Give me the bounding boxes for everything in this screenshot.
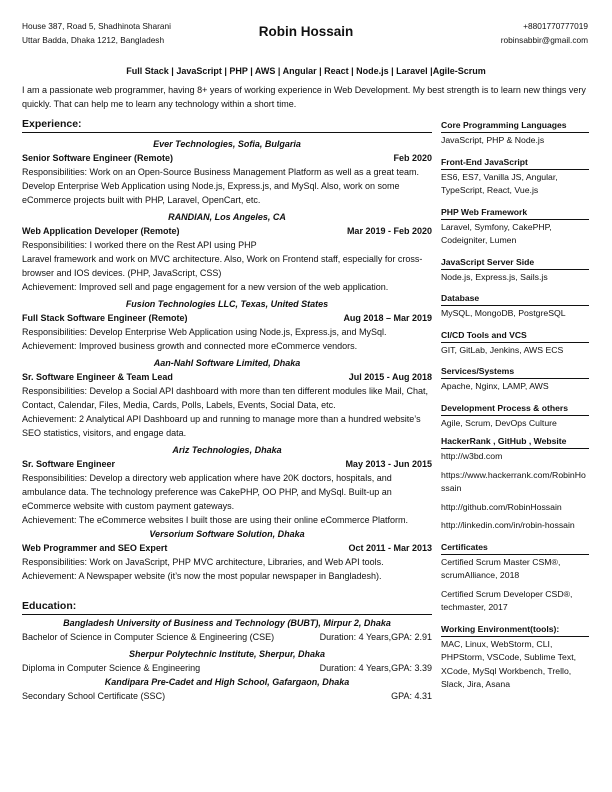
sidebar-heading: Development Process & others (441, 402, 589, 416)
sidebar-heading: Database (441, 292, 589, 306)
job-description: Responsibilities: Develop Enterprise Web Application using Node.js, Express.js, and MySql. (22, 327, 387, 337)
degree: Diploma in Computer Science & Engineering (22, 663, 201, 673)
website-link[interactable]: http://w3bd.com (441, 451, 503, 461)
address-line: Uttar Badda, Dhaka 1212, Bangladesh (22, 35, 165, 45)
company: Fusion Technologies LLC, Texas, United States (125, 299, 329, 309)
sidebar-text: GIT, GitLab, Jenkins, AWS ECS (441, 344, 564, 355)
job-title: Sr. Software Engineer & Team Lead (22, 372, 173, 382)
company: Ariz Technologies, Dhaka (172, 445, 282, 455)
education-result: GPA: 4.31 (391, 691, 432, 701)
degree: Bachelor of Science in Computer Science & Engineering (CSE) (22, 632, 275, 642)
sidebar-heading: JavaScript Server Side (441, 256, 589, 270)
sidebar (441, 119, 589, 692)
hackerrank-link[interactable]: https://www.hackerrank.com/RobinHossain (441, 469, 586, 493)
sidebar-heading: HackerRank , GitHub , Website (441, 435, 589, 449)
sidebar-text: ES6, ES7, Vanilla JS, Angular, TypeScript, React, Vue.js (441, 171, 558, 195)
job-entry (22, 356, 432, 440)
company: Aan-Nahl Software Limited, Dhaka (153, 358, 301, 368)
job-dates: May 2013 - Jun 2015 (345, 459, 432, 469)
education-result: Duration: 4 Years,GPA: 2.91 (319, 632, 432, 642)
sidebar-heading: PHP Web Framework (441, 206, 589, 220)
sidebar-text: MySQL, MongoDB, PostgreSQL (441, 308, 566, 318)
school: Bangladesh University of Business and Technology (BUBT), Mirpur 2, Dhaka (63, 618, 391, 628)
job-description: Responsibilities: Develop a Social API dashboard with more than ten different modules like Mail, Chat, Contact, Calendar, Files, Media, Cards, Polls, Labels, Events, Social Data, etc. (22, 386, 429, 410)
job-entry (22, 443, 432, 527)
job-title: Web Application Developer (Remote) (22, 226, 180, 236)
company: Versorium Software Solution, Dhaka (149, 529, 305, 539)
sidebar-text: MAC, Linux, WebStorm, CLI, PHPStorm, VSCode, Sublime Text, XCode, MySql Workbench, Trello, Slack, Jira, Asana (441, 638, 577, 689)
sidebar-text: Apache, Nginx, LAMP, AWS (441, 381, 549, 391)
sidebar-heading: Certificates (441, 541, 589, 555)
job-entry (22, 527, 432, 583)
skills-line: Full Stack | JavaScript | PHP | AWS | Angular | React | Node.js | Laravel |Agile-Scrum (126, 66, 486, 76)
experience-section (22, 117, 432, 583)
job-dates: Aug 2018 – Mar 2019 (343, 313, 432, 323)
job-dates: Jul 2015 - Aug 2018 (348, 372, 432, 382)
job-description: Responsibilities: Develop a directory web application where have 20K doctors, hospitals, and ambulance data. The technology preference was CakePHP, OO PHP, and MySql. Built-up an eCommerce website with custom payment gateways. (22, 473, 392, 511)
github-link[interactable]: http://github.com/RobinHossain (441, 501, 562, 512)
job-dates: Feb 2020 (393, 153, 432, 163)
school: Kandipara Pre-Cadet and High School, Gafargaon, Dhaka (104, 677, 350, 687)
job-entry (22, 210, 432, 294)
email[interactable]: robinsabbir@gmail.com (500, 35, 588, 45)
certificate: Certified Scrum Master CSM®, scrumAlliance, 2018 (441, 556, 561, 580)
address-line: House 387, Road 5, Shadhinota Sharani (22, 21, 171, 31)
degree: Secondary School Certificate (SSC) (22, 691, 166, 701)
sidebar-text: Laravel, Symfony, CakePHP, Codeigniter, Lumen (441, 221, 552, 245)
job-achievement: Achievement: The eCommerce websites I built those are using their online eCommerce Platform. (22, 515, 409, 525)
candidate-name: Robin Hossain (258, 24, 354, 39)
job-dates: Oct 2011 - Mar 2013 (348, 543, 432, 553)
job-title: Web Programmer and SEO Expert (22, 543, 168, 553)
job-entry (22, 137, 432, 207)
job-title: Senior Software Engineer (Remote) (22, 153, 174, 163)
job-dates: Mar 2019 - Feb 2020 (346, 226, 432, 236)
sidebar-heading: Front-End JavaScript (441, 156, 589, 170)
sidebar-heading: Services/Systems (441, 365, 589, 379)
job-achievement: Achievement: A Newspaper website (it’s now the most popular newspaper in Bangladesh). (22, 571, 382, 581)
sidebar-heading: CI/CD Tools and VCS (441, 329, 589, 343)
job-achievement: Achievement: 2 Analytical API Dashboard up and running to manage more than a hundred website’s SEO statistics, visitors, and engage data. (22, 414, 421, 438)
job-description: Responsibilities: I worked there on the Rest API using PHP (22, 240, 257, 250)
job-title: Full Stack Software Engineer (Remote) (22, 313, 188, 323)
section-heading: Experience: (22, 117, 432, 133)
company: RANDIAN, Los Angeles, CA (168, 212, 286, 222)
company: Ever Technologies, Sofia, Bulgaria (153, 139, 301, 149)
contact (501, 19, 588, 47)
sidebar-heading: Working Environment(tools): (441, 623, 589, 637)
job-description: Laravel framework and work on MVC architecture. Also, Work on Frontend staff, especially for cross-browser and IOS devices. (PHP, JavaScript, CSS) (22, 254, 423, 278)
summary: I am a passionate web programmer, having 8+ years of working experience in Web Development. My best strength is to learn new things very quickly. That can help me to learn any technology within a short time. (22, 85, 586, 109)
sidebar-text: Node.js, Express.js, Sails.js (441, 271, 548, 282)
education-result: Duration: 4 Years,GPA: 3.39 (319, 663, 432, 673)
job-entry (22, 297, 432, 353)
education-section (22, 599, 432, 703)
job-description: Responsibilities: Work on an Open-Source Business Management Platform as well as a great team. Develop Enterprise Web Application using Node.js, Express.js, and MySql. Also, work on some eCommerce projects built with PHP, Laravel, OpenCart, etc. (22, 167, 420, 205)
linkedin-link[interactable]: http://linkedin.com/in/robin-hossain (441, 520, 575, 530)
job-achievement: Achievement: Improved business growth and connected more eCommerce vendors. (22, 341, 358, 351)
job-description: Responsibilities: Work on JavaScript, PHP MVC architecture, Libraries, and Web API tools. (22, 557, 384, 567)
school: Sherpur Polytechnic Institute, Sherpur, Dhaka (128, 649, 326, 659)
phone: +8801770777019 (523, 21, 588, 31)
job-achievement: Achievement: Improved sell and page engagement for a new version of the web application. (22, 282, 389, 292)
job-title: Sr. Software Engineer (22, 459, 116, 469)
sidebar-text: Agile, Scrum, DevOps Culture (441, 417, 557, 428)
certificate: Certified Scrum Developer CSD®, techmaster, 2017 (441, 588, 573, 612)
section-heading: Education: (22, 599, 432, 615)
sidebar-heading: Core Programming Languages (441, 119, 589, 133)
sidebar-text: JavaScript, PHP & Node.js (441, 135, 545, 145)
